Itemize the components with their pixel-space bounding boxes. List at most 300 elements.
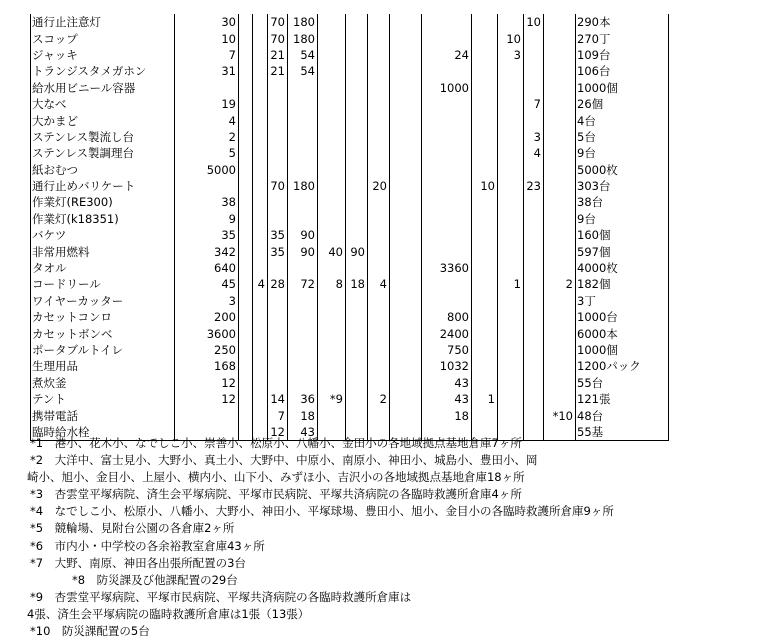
quantity-cell: [239, 30, 253, 46]
quantity-cell: [544, 80, 576, 96]
quantity-cell: [239, 80, 253, 96]
quantity-cell: [544, 211, 576, 227]
quantity-cell: [544, 227, 576, 243]
quantity-cell: [239, 293, 253, 309]
quantity-cell: 45: [175, 276, 239, 292]
quantity-cell: 36: [288, 391, 318, 407]
footnote-line: *10 防災課配置の5台: [30, 624, 150, 639]
quantity-cell: [346, 112, 368, 128]
quantity-cell: 70: [268, 178, 288, 194]
quantity-cell: [524, 211, 544, 227]
item-name: 大なべ: [31, 96, 175, 112]
quantity-cell: [524, 358, 544, 374]
quantity-cell: [268, 96, 288, 112]
quantity-cell: 1: [498, 276, 524, 292]
quantity-cell: [390, 112, 422, 128]
quantity-cell: [253, 260, 268, 276]
quantity-cell: [318, 375, 346, 391]
table-row: [31, 63, 669, 79]
quantity-cell: [318, 30, 346, 46]
total-cell: 3丁: [576, 293, 669, 309]
quantity-cell: [368, 145, 390, 161]
quantity-cell: [268, 194, 288, 210]
table-row: [31, 342, 669, 358]
quantity-cell: 250: [175, 342, 239, 358]
quantity-cell: [390, 80, 422, 96]
quantity-cell: [288, 145, 318, 161]
quantity-cell: [268, 342, 288, 358]
quantity-cell: [422, 145, 472, 161]
table-row: [31, 276, 669, 292]
quantity-cell: [422, 30, 472, 46]
quantity-cell: [544, 325, 576, 341]
quantity-cell: 28: [268, 276, 288, 292]
quantity-cell: [318, 80, 346, 96]
quantity-cell: [390, 391, 422, 407]
item-name: スコップ: [31, 30, 175, 46]
quantity-cell: [368, 129, 390, 145]
quantity-cell: [390, 162, 422, 178]
quantity-cell: 2: [544, 276, 576, 292]
total-cell: 4台: [576, 112, 669, 128]
footnote-line: *3 杏雲堂平塚病院、済生会平塚病院、平塚市民病院、平塚共済病院の各臨時救護所倉庫4ヶ所: [30, 487, 522, 502]
item-name: 作業灯(RE300): [31, 194, 175, 210]
quantity-cell: [239, 227, 253, 243]
quantity-cell: [544, 30, 576, 46]
quantity-cell: [239, 407, 253, 423]
quantity-cell: [544, 96, 576, 112]
quantity-cell: [498, 407, 524, 423]
quantity-cell: [346, 309, 368, 325]
quantity-cell: 12: [175, 375, 239, 391]
quantity-cell: 750: [422, 342, 472, 358]
quantity-cell: [368, 80, 390, 96]
quantity-cell: 1: [472, 391, 498, 407]
quantity-cell: [368, 30, 390, 46]
footnote-line: *6 市内小・中学校の各余裕教室倉庫43ヶ所: [30, 538, 265, 553]
quantity-cell: [253, 96, 268, 112]
quantity-cell: [288, 129, 318, 145]
quantity-cell: [498, 80, 524, 96]
quantity-cell: [268, 145, 288, 161]
quantity-cell: [524, 243, 544, 259]
quantity-cell: 10: [175, 30, 239, 46]
quantity-cell: [318, 96, 346, 112]
quantity-cell: [498, 325, 524, 341]
quantity-cell: [368, 325, 390, 341]
quantity-cell: [472, 145, 498, 161]
quantity-cell: [239, 14, 253, 30]
quantity-cell: 180: [288, 178, 318, 194]
quantity-cell: [288, 325, 318, 341]
quantity-cell: [288, 358, 318, 374]
quantity-cell: [498, 145, 524, 161]
quantity-cell: [524, 325, 544, 341]
quantity-cell: [239, 194, 253, 210]
total-cell: 5台: [576, 129, 669, 145]
quantity-cell: [498, 194, 524, 210]
quantity-cell: [346, 96, 368, 112]
item-name: 作業灯(k18351): [31, 211, 175, 227]
quantity-cell: [268, 80, 288, 96]
item-name: カセットボンベ: [31, 325, 175, 341]
quantity-cell: [346, 211, 368, 227]
quantity-cell: [524, 47, 544, 63]
quantity-cell: [390, 47, 422, 63]
quantity-cell: [253, 80, 268, 96]
quantity-cell: [498, 243, 524, 259]
quantity-cell: [253, 243, 268, 259]
quantity-cell: [346, 63, 368, 79]
item-name: 非常用燃料: [31, 243, 175, 259]
quantity-cell: [318, 112, 346, 128]
quantity-cell: 54: [288, 47, 318, 63]
quantity-cell: [472, 194, 498, 210]
quantity-cell: [268, 293, 288, 309]
item-name: 生理用品: [31, 358, 175, 374]
total-cell: 26個: [576, 96, 669, 112]
quantity-cell: [318, 260, 346, 276]
quantity-cell: 20: [368, 178, 390, 194]
quantity-cell: [318, 129, 346, 145]
quantity-cell: 12: [268, 424, 288, 441]
quantity-cell: [498, 162, 524, 178]
table-row: [31, 375, 669, 391]
quantity-cell: [346, 325, 368, 341]
quantity-cell: [544, 162, 576, 178]
quantity-cell: [472, 80, 498, 96]
quantity-cell: 342: [175, 243, 239, 259]
quantity-cell: 3: [524, 129, 544, 145]
quantity-cell: 14: [268, 391, 288, 407]
quantity-cell: 800: [422, 309, 472, 325]
total-cell: 106台: [576, 63, 669, 79]
quantity-cell: [288, 80, 318, 96]
table-row: [31, 358, 669, 374]
quantity-cell: [498, 260, 524, 276]
quantity-cell: [422, 129, 472, 145]
item-name: ステンレス製流し台: [31, 129, 175, 145]
item-name: カセットコンロ: [31, 309, 175, 325]
quantity-cell: [544, 145, 576, 161]
quantity-cell: [472, 47, 498, 63]
quantity-cell: 18: [346, 276, 368, 292]
footnote-line: *1 港小、花木小、なでしこ小、崇善小、松原小、八幡小、金田小の各地域拠点基地倉庫7ヶ所: [30, 436, 522, 450]
quantity-cell: [239, 63, 253, 79]
quantity-cell: [346, 375, 368, 391]
quantity-cell: [368, 63, 390, 79]
quantity-cell: 7: [175, 47, 239, 63]
quantity-cell: [390, 145, 422, 161]
item-name: 煮炊釜: [31, 375, 175, 391]
quantity-cell: [346, 14, 368, 30]
quantity-cell: [524, 63, 544, 79]
quantity-cell: [422, 293, 472, 309]
quantity-cell: 43: [422, 375, 472, 391]
quantity-cell: [253, 342, 268, 358]
quantity-cell: 30: [175, 14, 239, 30]
quantity-cell: [544, 342, 576, 358]
quantity-cell: 35: [175, 227, 239, 243]
quantity-cell: 4: [175, 112, 239, 128]
quantity-cell: [472, 211, 498, 227]
quantity-cell: [368, 243, 390, 259]
footnote-line: *5 競輪場、見附台公園の各倉庫2ヶ所: [30, 521, 235, 536]
quantity-cell: 4: [368, 276, 390, 292]
quantity-cell: [318, 194, 346, 210]
quantity-cell: 200: [175, 309, 239, 325]
quantity-cell: *9: [318, 391, 346, 407]
table-row: [31, 162, 669, 178]
quantity-cell: [422, 243, 472, 259]
quantity-cell: [498, 309, 524, 325]
footnote-line: 崎小、旭小、金目小、上屋小、横内小、山下小、みずほ小、吉沢小の各地域拠点基地倉庫18ヶ所: [27, 470, 525, 485]
quantity-cell: [524, 162, 544, 178]
quantity-cell: [346, 178, 368, 194]
table-row: [31, 194, 669, 210]
quantity-cell: [472, 63, 498, 79]
quantity-cell: 43: [288, 424, 318, 441]
total-cell: 121張: [576, 391, 669, 407]
quantity-cell: [368, 309, 390, 325]
quantity-cell: [498, 129, 524, 145]
quantity-cell: [544, 112, 576, 128]
total-cell: 1000個: [576, 342, 669, 358]
item-name: タオル: [31, 260, 175, 276]
quantity-cell: [368, 162, 390, 178]
table-row: [31, 129, 669, 145]
quantity-cell: [472, 96, 498, 112]
quantity-cell: [239, 112, 253, 128]
quantity-cell: 12: [175, 391, 239, 407]
quantity-cell: [472, 260, 498, 276]
quantity-cell: [175, 407, 239, 423]
item-name: 携帯電話: [31, 407, 175, 423]
quantity-cell: [253, 145, 268, 161]
quantity-cell: [524, 260, 544, 276]
quantity-cell: [253, 391, 268, 407]
quantity-cell: 9: [175, 211, 239, 227]
quantity-cell: [472, 243, 498, 259]
quantity-cell: [288, 211, 318, 227]
quantity-cell: [472, 112, 498, 128]
table-row: [31, 47, 669, 63]
quantity-cell: [472, 162, 498, 178]
quantity-cell: [268, 358, 288, 374]
quantity-cell: 70: [268, 14, 288, 30]
quantity-cell: 40: [318, 243, 346, 259]
quantity-cell: [390, 194, 422, 210]
quantity-cell: [268, 309, 288, 325]
quantity-cell: [390, 129, 422, 145]
item-name: ジャッキ: [31, 47, 175, 63]
quantity-cell: [498, 211, 524, 227]
quantity-cell: [288, 194, 318, 210]
quantity-cell: 38: [175, 194, 239, 210]
quantity-cell: [253, 162, 268, 178]
quantity-cell: [390, 227, 422, 243]
item-name: バケツ: [31, 227, 175, 243]
quantity-cell: [524, 342, 544, 358]
total-cell: 182個: [576, 276, 669, 292]
quantity-cell: [346, 194, 368, 210]
quantity-cell: [524, 112, 544, 128]
quantity-cell: [544, 309, 576, 325]
quantity-cell: [544, 47, 576, 63]
quantity-cell: [239, 309, 253, 325]
quantity-cell: [253, 63, 268, 79]
quantity-cell: [472, 358, 498, 374]
quantity-cell: [544, 178, 576, 194]
quantity-cell: 31: [175, 63, 239, 79]
quantity-cell: [368, 293, 390, 309]
footnote-line: 4張、済生会平塚病院の臨時救護所倉庫は1張（13張）: [27, 606, 310, 621]
item-name: 臨時給水栓: [31, 424, 175, 441]
quantity-cell: [253, 325, 268, 341]
quantity-cell: [422, 63, 472, 79]
quantity-cell: [422, 276, 472, 292]
quantity-cell: [422, 14, 472, 30]
quantity-cell: [498, 293, 524, 309]
item-name: 通行止めバリケート: [31, 178, 175, 194]
quantity-cell: [268, 375, 288, 391]
total-cell: 6000本: [576, 325, 669, 341]
item-name: コードリール: [31, 276, 175, 292]
quantity-cell: [472, 407, 498, 423]
quantity-cell: [422, 211, 472, 227]
table-row: [31, 325, 669, 341]
quantity-cell: [544, 358, 576, 374]
quantity-cell: [524, 194, 544, 210]
footnote-line: *2 大洋中、富士見小、大野小、真土小、大野中、中原小、南原小、神田小、城島小、豊田小、岡: [30, 453, 538, 468]
table-row: [31, 145, 669, 161]
total-cell: 160個: [576, 227, 669, 243]
equipment-table: [30, 14, 669, 441]
quantity-cell: 35: [268, 243, 288, 259]
quantity-cell: 180: [288, 30, 318, 46]
quantity-cell: 21: [268, 47, 288, 63]
total-cell: 109台: [576, 47, 669, 63]
quantity-cell: [253, 194, 268, 210]
quantity-cell: [175, 80, 239, 96]
quantity-cell: [288, 309, 318, 325]
quantity-cell: [253, 293, 268, 309]
quantity-cell: 5: [175, 145, 239, 161]
quantity-cell: [346, 293, 368, 309]
quantity-cell: [288, 96, 318, 112]
quantity-cell: [544, 293, 576, 309]
footnote-line: *9 杏雲堂平塚病院、平塚市民病院、平塚共済病院の各臨時救護所倉庫は: [30, 589, 412, 604]
quantity-cell: 18: [288, 407, 318, 423]
quantity-cell: 180: [288, 14, 318, 30]
item-name: 大かまど: [31, 112, 175, 128]
quantity-cell: [498, 112, 524, 128]
quantity-cell: [239, 211, 253, 227]
quantity-cell: 4: [253, 276, 268, 292]
quantity-cell: [346, 407, 368, 423]
quantity-cell: [346, 129, 368, 145]
quantity-cell: [318, 14, 346, 30]
quantity-cell: [390, 309, 422, 325]
quantity-cell: [544, 391, 576, 407]
quantity-cell: [239, 162, 253, 178]
quantity-cell: [253, 129, 268, 145]
item-name: 紙おむつ: [31, 162, 175, 178]
quantity-cell: 7: [268, 407, 288, 423]
quantity-cell: [368, 358, 390, 374]
quantity-cell: [524, 309, 544, 325]
quantity-cell: [368, 112, 390, 128]
quantity-cell: [390, 358, 422, 374]
quantity-cell: [422, 96, 472, 112]
quantity-cell: [318, 178, 346, 194]
quantity-cell: [253, 358, 268, 374]
footnote-line: *8 防災課及び他課配置の29台: [72, 572, 238, 587]
quantity-cell: 10: [498, 30, 524, 46]
footnote-line: *7 大野、南原、神田各出張所配置の3台: [30, 555, 246, 570]
quantity-cell: [368, 260, 390, 276]
quantity-cell: [288, 162, 318, 178]
quantity-cell: [390, 342, 422, 358]
quantity-cell: [318, 407, 346, 423]
quantity-cell: 43: [422, 391, 472, 407]
total-cell: 55台: [576, 375, 669, 391]
quantity-cell: 54: [288, 63, 318, 79]
quantity-cell: 90: [288, 227, 318, 243]
item-name: ポータブルトイレ: [31, 342, 175, 358]
total-cell: 38台: [576, 194, 669, 210]
quantity-cell: 168: [175, 358, 239, 374]
quantity-cell: [368, 375, 390, 391]
quantity-cell: 19: [175, 96, 239, 112]
quantity-cell: [472, 375, 498, 391]
quantity-cell: [422, 162, 472, 178]
quantity-cell: [390, 14, 422, 30]
quantity-cell: [318, 63, 346, 79]
quantity-cell: [368, 96, 390, 112]
quantity-cell: [253, 30, 268, 46]
quantity-cell: [239, 96, 253, 112]
total-cell: 1000個: [576, 80, 669, 96]
item-name: トランジスタメガホン: [31, 63, 175, 79]
table-row: [31, 80, 669, 96]
quantity-cell: [498, 375, 524, 391]
table-row: [31, 227, 669, 243]
quantity-cell: [346, 260, 368, 276]
quantity-cell: [390, 30, 422, 46]
quantity-cell: [368, 14, 390, 30]
quantity-cell: [318, 358, 346, 374]
quantity-cell: 3600: [175, 325, 239, 341]
quantity-cell: [346, 47, 368, 63]
total-cell: 303台: [576, 178, 669, 194]
quantity-cell: [239, 260, 253, 276]
quantity-cell: 23: [524, 178, 544, 194]
quantity-cell: [498, 63, 524, 79]
quantity-cell: [268, 129, 288, 145]
quantity-cell: [253, 47, 268, 63]
quantity-cell: [472, 276, 498, 292]
quantity-cell: [390, 276, 422, 292]
table-row: [31, 260, 669, 276]
quantity-cell: [253, 309, 268, 325]
quantity-cell: 7: [524, 96, 544, 112]
quantity-cell: [498, 358, 524, 374]
total-cell: 48台: [576, 407, 669, 423]
table-row: [31, 30, 669, 46]
quantity-cell: [368, 407, 390, 423]
quantity-cell: 1032: [422, 358, 472, 374]
